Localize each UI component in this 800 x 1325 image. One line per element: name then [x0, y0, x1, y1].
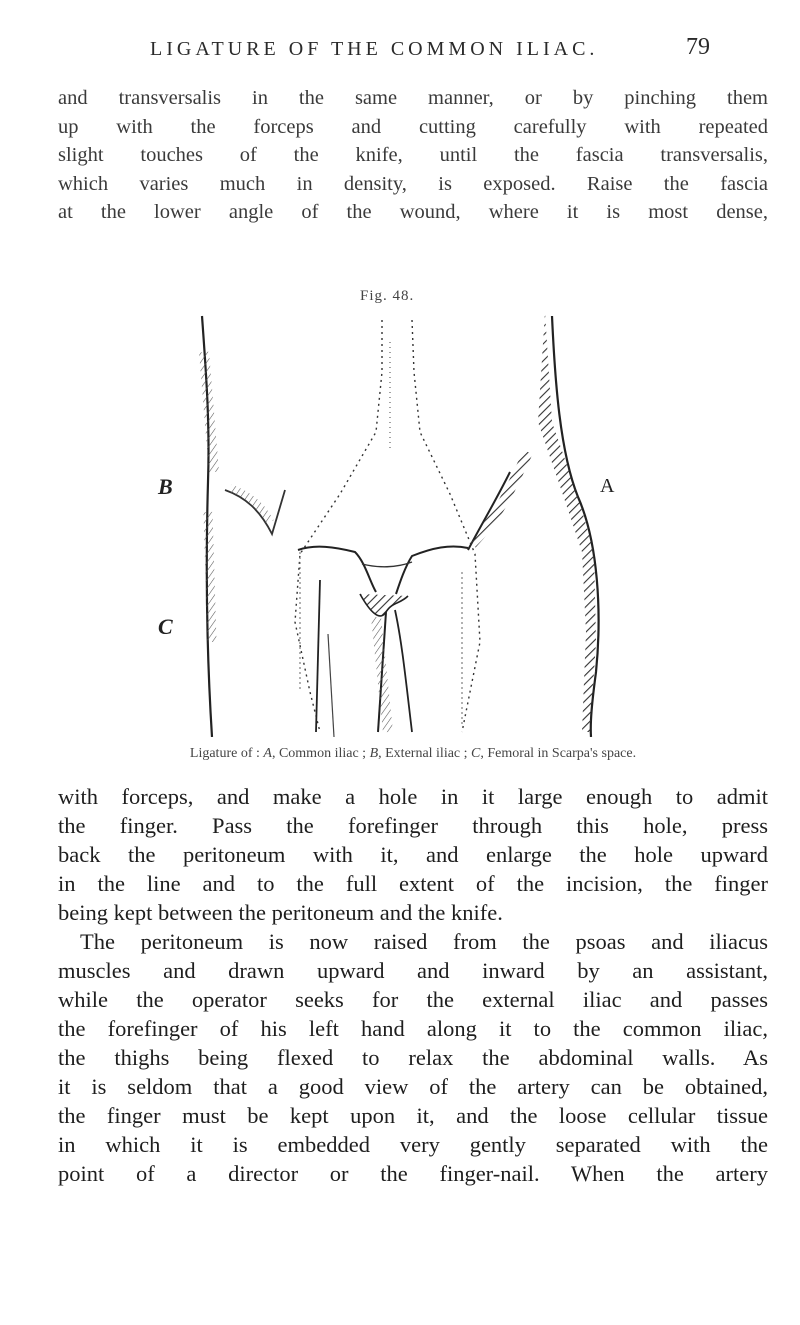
page-number: 79: [686, 34, 710, 60]
left-femoral-line: [316, 580, 320, 732]
pubic-region: [360, 594, 408, 616]
right-genital-contour: [395, 610, 412, 732]
left-inner-thigh-contour: [298, 547, 376, 592]
text-line: The peritoneum is now raised from the psoas and iliacus: [80, 929, 768, 954]
text-line: with forceps, and make a hole in it large enough to admit: [58, 784, 768, 809]
text-line: point of a director or the finger-nail. When the artery: [58, 1161, 768, 1186]
caption-c-text: , Femoral in Scarpa's space.: [480, 746, 637, 761]
left-femoral-line-inner: [328, 634, 334, 737]
caption-letter-c: C: [471, 746, 481, 761]
text-line: slight touches of the knife, until the fascia transversalis,: [58, 144, 768, 166]
text-line: back the peritoneum with it, and enlarge the hole upward: [58, 842, 768, 867]
label-b: B: [158, 474, 173, 499]
right-dotted-contour: [412, 320, 480, 732]
text-line: being kept between the peritoneum and the knife.: [58, 900, 503, 925]
top-paragraph: [58, 84, 768, 227]
right-incision-hatching: [472, 452, 528, 544]
caption-prefix: Ligature of :: [189, 746, 260, 761]
text-line: up with the forceps and cutting carefully with repeated: [58, 115, 768, 138]
anatomical-illustration: [150, 312, 650, 737]
figure-label: Fig. 48.: [360, 288, 415, 304]
figure-caption: [58, 746, 768, 762]
text-line: the finger. Pass the forefinger through this hole, press: [58, 813, 768, 838]
text-line: which varies much in density, is exposed. Raise the fascia: [58, 172, 768, 195]
genital-hatching: [376, 617, 388, 732]
left-incision-line: [225, 490, 285, 534]
text-line: in which it is embedded very gently separated with the: [58, 1132, 768, 1157]
text-line: it is seldom that a good view of the artery can be obtained,: [58, 1074, 768, 1099]
text-line: in the line and to the full extent of the incision, the finger: [58, 871, 768, 896]
paragraph-1: [58, 782, 768, 927]
text-line: at the lower angle of the wound, where it is most dense,: [58, 201, 768, 223]
right-inner-thigh-contour: [396, 546, 468, 594]
text-line: the forefinger of his left hand along it to the common iliac,: [58, 1016, 768, 1041]
text-line: muscles and drawn upward and inward by an assistant,: [58, 958, 768, 983]
text-line: the thighs being flexed to relax the abdominal walls. As: [58, 1045, 768, 1070]
caption-b-text: , External iliac ;: [378, 746, 468, 761]
text-line: the finger must be kept upon it, and the loose cellular tissue: [58, 1103, 768, 1128]
caption-a-text: , Common iliac ;: [271, 746, 367, 761]
label-c: C: [158, 614, 173, 639]
left-hatching-lower: [208, 512, 212, 642]
left-dotted-contour: [295, 320, 382, 732]
caption-letter-a: A: [263, 746, 272, 761]
label-a: A: [600, 475, 615, 497]
body-text: [58, 782, 768, 1188]
text-line: and transversalis in the same manner, or by pinching them: [58, 87, 768, 109]
running-header: LIGATURE OF THE COMMON ILIAC.: [150, 38, 599, 60]
paragraph-2: [58, 927, 768, 1188]
inguinal-fold: [362, 562, 412, 567]
caption-letter-b: B: [369, 746, 379, 761]
torso-outline-drawing: [150, 312, 650, 737]
text-line: while the operator seeks for the external iliac and passes: [58, 987, 768, 1012]
left-hatching: [204, 352, 214, 472]
